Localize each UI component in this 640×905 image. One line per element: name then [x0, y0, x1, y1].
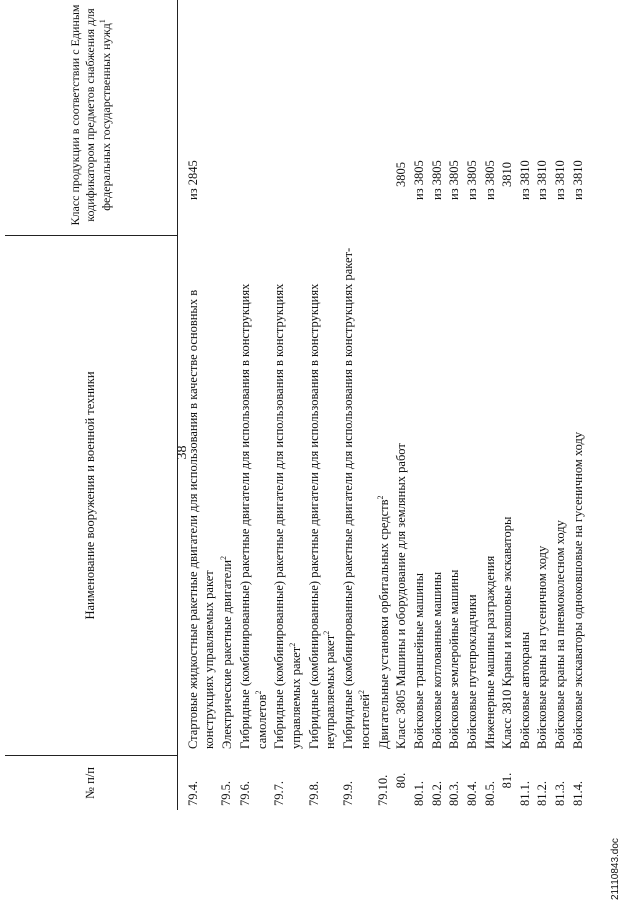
table-row [394, 0, 410, 810]
row-class-code: из 2845 [186, 160, 200, 200]
row-number: 81.2. [535, 781, 550, 806]
row-number: 79.4. [186, 781, 200, 806]
table-row [376, 0, 393, 810]
row-number: 79.5. [219, 781, 234, 806]
header-class-footnote: 1 [98, 19, 107, 24]
row-name: Инженерные машины разграждения [482, 555, 497, 749]
table-row [186, 0, 217, 810]
table-header [5, 0, 178, 810]
row-footnote: 2 [288, 642, 298, 647]
row-number: 79.7. [272, 781, 287, 806]
row-name: Гибридные (комбинированные) ракетные двигатели для использования в конструкциях управляемых ракет$^2$ [272, 283, 304, 749]
row-class-code: из 3805 [412, 160, 427, 200]
table-row [238, 0, 270, 810]
table-row [553, 0, 569, 810]
header-class [5, 0, 177, 235]
table-row [500, 0, 516, 810]
row-class-code: из 3805 [482, 160, 497, 200]
row-name: Класс 3810 Краны и ковшовые экскаваторы [500, 516, 515, 749]
row-number: 79.9. [341, 781, 356, 806]
row-class-code: из 3805 [429, 160, 444, 200]
table-row [430, 0, 446, 810]
row-number: 80.4. [464, 781, 479, 806]
row-name: Войсковые автокраны [517, 631, 532, 749]
table-row [535, 0, 551, 810]
page-number: 38 [175, 445, 190, 460]
row-name: Войсковые краны на гусеничном ходу [535, 545, 550, 749]
row-name: Войсковые путепрокладчики [464, 594, 479, 749]
table-row [307, 0, 339, 810]
row-class-code: из 3810 [553, 160, 568, 200]
row-name: Войсковые котлованные машины [429, 571, 444, 749]
table-row [518, 0, 534, 810]
row-number: 81.4. [570, 781, 585, 806]
row-footnote: 2 [219, 555, 229, 560]
weapons-table [5, 0, 588, 810]
row-number: 80. [394, 772, 409, 789]
table-body [178, 0, 586, 810]
row-name: Стартовые жидкостные ракетные двигатели для использования в качестве основных в конструкциях управляемых ракет [186, 289, 216, 749]
row-name: Войсковые экскаваторы одноковшовые на гусеничном ходу [570, 431, 585, 749]
header-number: № п/п [5, 755, 177, 810]
row-footnote: 2 [322, 630, 332, 635]
row-number: 80.2. [429, 781, 444, 806]
table-row [465, 0, 481, 810]
table-row [412, 0, 428, 810]
row-name: Гибридные (комбинированные) ракетные двигатели для использования в конструкциях самолетов$^2$ [238, 283, 269, 749]
row-number: 80.5. [482, 781, 497, 806]
row-name: Класс 3805 Машины и оборудование для земляных работ [394, 443, 409, 749]
table-row [272, 0, 304, 810]
row-name: Двигательные установки орбитальных средств$^2$ [375, 495, 391, 749]
row-number: 79.10. [375, 774, 390, 806]
row-number: 81.1. [517, 781, 532, 806]
row-class-code: из 3805 [464, 160, 479, 200]
row-name: Гибридные (комбинированные) ракетные двигатели для использования в конструкциях ракет-носителей$^2$ [341, 247, 373, 749]
header-class-text: Класс продукции в соответствии с Единым кодификатором предметов снабжения для федеральных государственных нужд$^1$ [68, 4, 113, 226]
row-class-code: из 3810 [517, 160, 532, 200]
row-number: 81.3. [553, 781, 568, 806]
table-row [447, 0, 463, 810]
row-number: 79.8. [306, 781, 321, 806]
row-class-code: из 3810 [570, 160, 585, 200]
row-number: 81. [500, 772, 515, 789]
row-class-code: из 3805 [447, 160, 462, 200]
row-number: 79.6. [238, 781, 253, 806]
table-row [571, 0, 587, 810]
row-footnote: 2 [375, 495, 385, 500]
row-number: 80.3. [447, 781, 462, 806]
row-name: Войсковые землеройные машины [447, 569, 462, 749]
row-name: Войсковые траншейные машины [412, 573, 427, 749]
row-name: Войсковые краны на пневмоколесном ходу [553, 520, 568, 749]
row-name: Гибридные (комбинированные) ракетные двигатели для использования в конструкциях неуправляемых ракет$^2$ [306, 283, 338, 749]
row-footnote: 2 [253, 690, 263, 695]
table-row [483, 0, 499, 810]
row-class-code: 3805 [394, 162, 409, 187]
row-class-code: 3810 [500, 162, 515, 187]
row-class-code: из 3810 [535, 160, 550, 200]
footer-doc-code: 21110843.doc [610, 838, 621, 900]
row-footnote: 2 [356, 690, 366, 695]
header-name: Наименование вооружения и военной техники [5, 235, 177, 755]
table-row [219, 0, 236, 810]
table-row [341, 0, 373, 810]
row-number: 80.1. [412, 781, 427, 806]
row-name: Электрические ракетные двигатели$^2$ [219, 555, 235, 749]
